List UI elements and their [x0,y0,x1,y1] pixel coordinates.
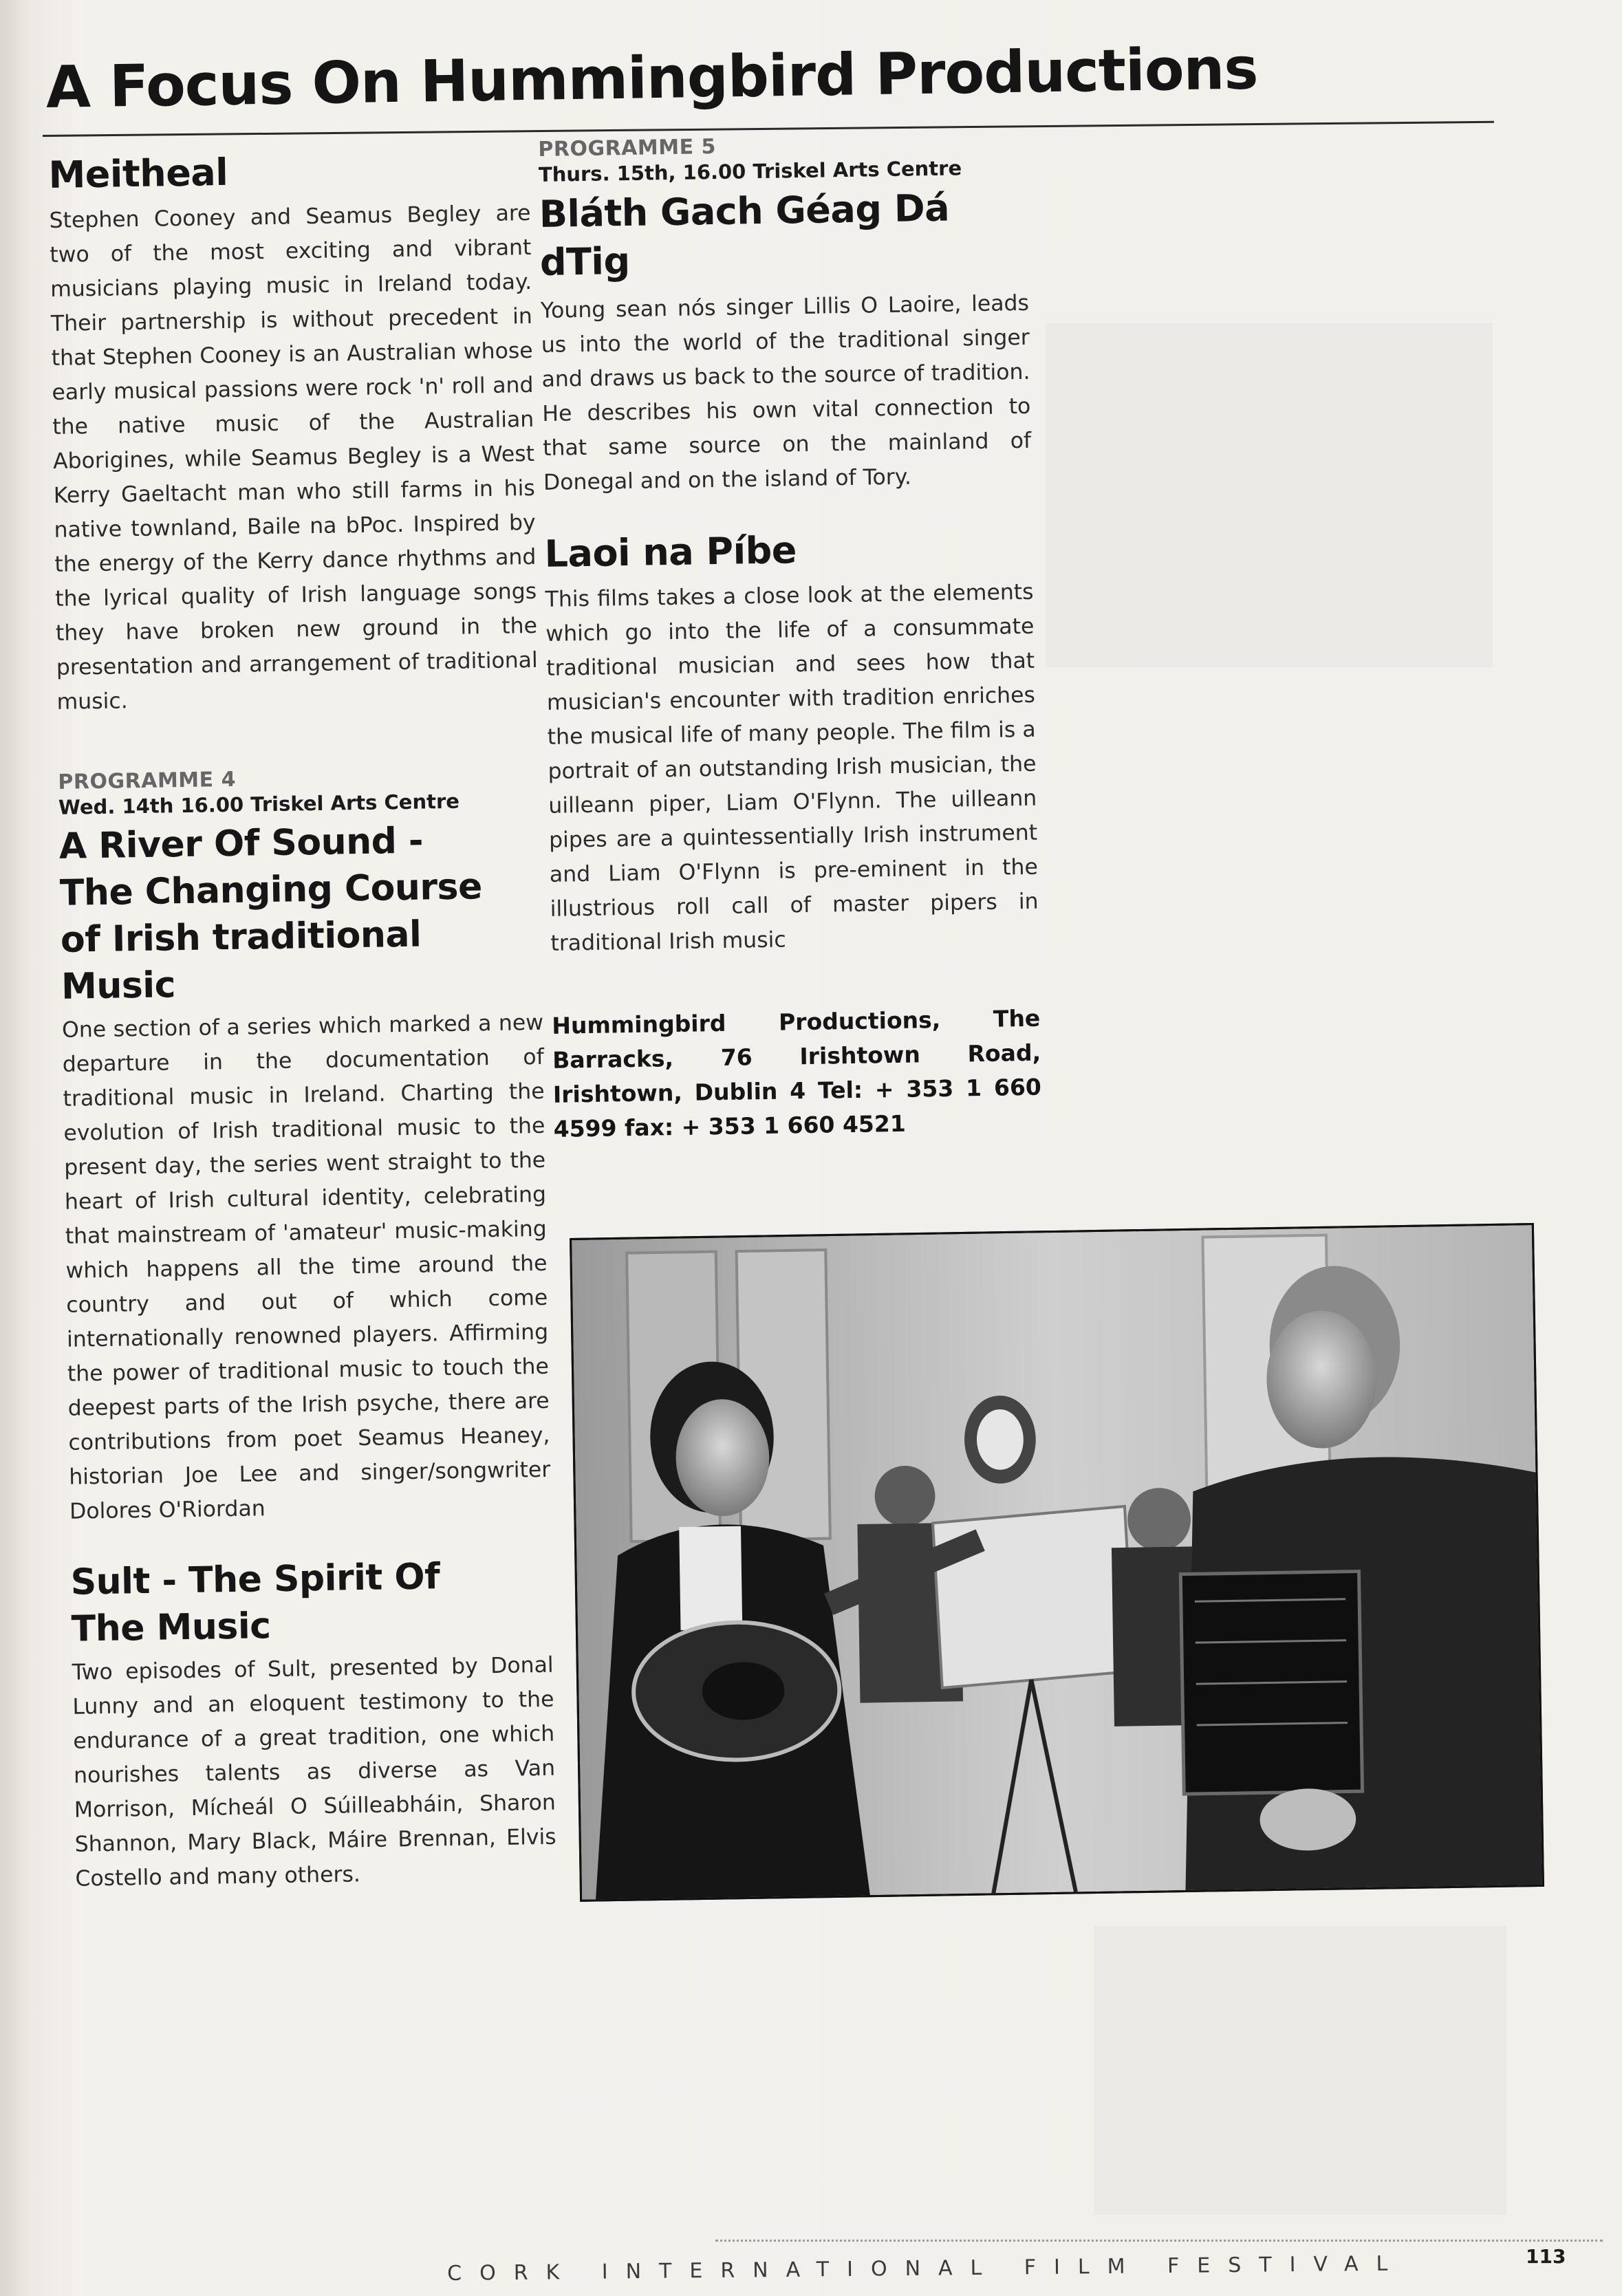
meitheal-heading: Meitheal [48,150,228,197]
contact-address: Hummingbird Productions, The Barracks, 76 Irishtown Road, Irishtown, Dublin 4 Tel: + 353 1 660 4599 fax: + 353 1 660 4521 [552,1004,1042,1142]
laoi-na-pibe-heading: Laoi na Píbe [544,528,797,576]
programme-5-label: PROGRAMME 5 [538,134,717,162]
river-of-sound-body: One section of a series which marked a new departure in the documentation of traditional music in Ireland. Charting the evolution of Irish traditional music to the present day, the series went straight to the heart of Irish cultural identity, celebrating that mainstream of 'amateur' music-making which happens all the time around the country and out of which come internationally renowned players. Affirming the power of traditional music to touch the deepest parts of the Irish psyche, there are contributions from poet Seamus Heaney, historian Joe Lee and singer/songwriter Dolores O'Riordan [61,1010,551,1524]
programme-5-schedule: Thurs. 15th, 16.00 Triskel Arts Centre [538,156,962,186]
footer-divider [715,2240,1603,2242]
photo-illustration [572,1225,1542,1900]
show-through-block [1046,323,1493,667]
river-of-sound-heading: A River Of Sound - The Changing Course of Irish traditional Music [58,820,483,1008]
sult-body: Two episodes of Sult, presented by Donal Lunny and an eloquent testimony to the endurance of a great tradition, one which nourishes talents as diverse as Van Morrison, Mícheál O Súilleabháin, Sharon Shannon, Mary Black, Máire Brennan, Elvis Costello and many others. [72,1652,556,1892]
page-number: 113 [1526,2245,1566,2268]
sult-heading: Sult - The Spirit Of The Music [70,1556,440,1650]
show-through-block [1094,1926,1506,2215]
musicians-photo [570,1223,1544,1902]
blath-gach-body: Young sean nós singer Lillis O Laoire, leads us into the world of the traditional singer and draws us back to the source of tradition. He describes his own vital connection to that same source on the mainland of Donegal and on the island of Tory. [540,290,1032,495]
blath-gach-heading: Bláth Gach Géag Dá dTig [539,186,950,284]
programme-4-label: PROGRAMME 4 [58,767,237,794]
laoi-na-pibe-body: This films takes a close look at the elements which go into the life of a consummate traditional musician and sees how that musician's encounter with tradition enriches the musical life of many people. The film is a portrait of an outstanding Irish musician, the uilleann piper, Liam O'Flynn. The uilleann pipes are a quintessentially Irish instrument and Liam O'Flynn is pre-eminent in the illustrious roll call of master pipers in traditional Irish music [545,579,1039,956]
programme-4-schedule: Wed. 14th 16.00 Triskel Arts Centre [58,789,460,819]
column-right [538,127,1042,1147]
meitheal-body: Stephen Cooney and Seamus Begley are two of the most exciting and vibrant musicians playing music in Ireland today. Their partnership is without precedent in that Stephen Cooney is an Australian whose early musical passions were rock 'n' roll and the native music of the Australian Aborigines, while Seamus Begley is a West Kerry Gaeltacht man who still farms in his native townland, Baile na bPoc. Inspired by the energy of the Kerry dance rhythms and the lyrical quality of Irish language songs they have broken new ground in the presentation and arrangement of traditional music. [49,200,538,715]
festival-name: CORK INTERNATIONAL FILM FESTIVAL [447,2251,1406,2286]
column-left [48,144,557,1896]
page-title: A Focus On Hummingbird Productions [45,34,1259,121]
